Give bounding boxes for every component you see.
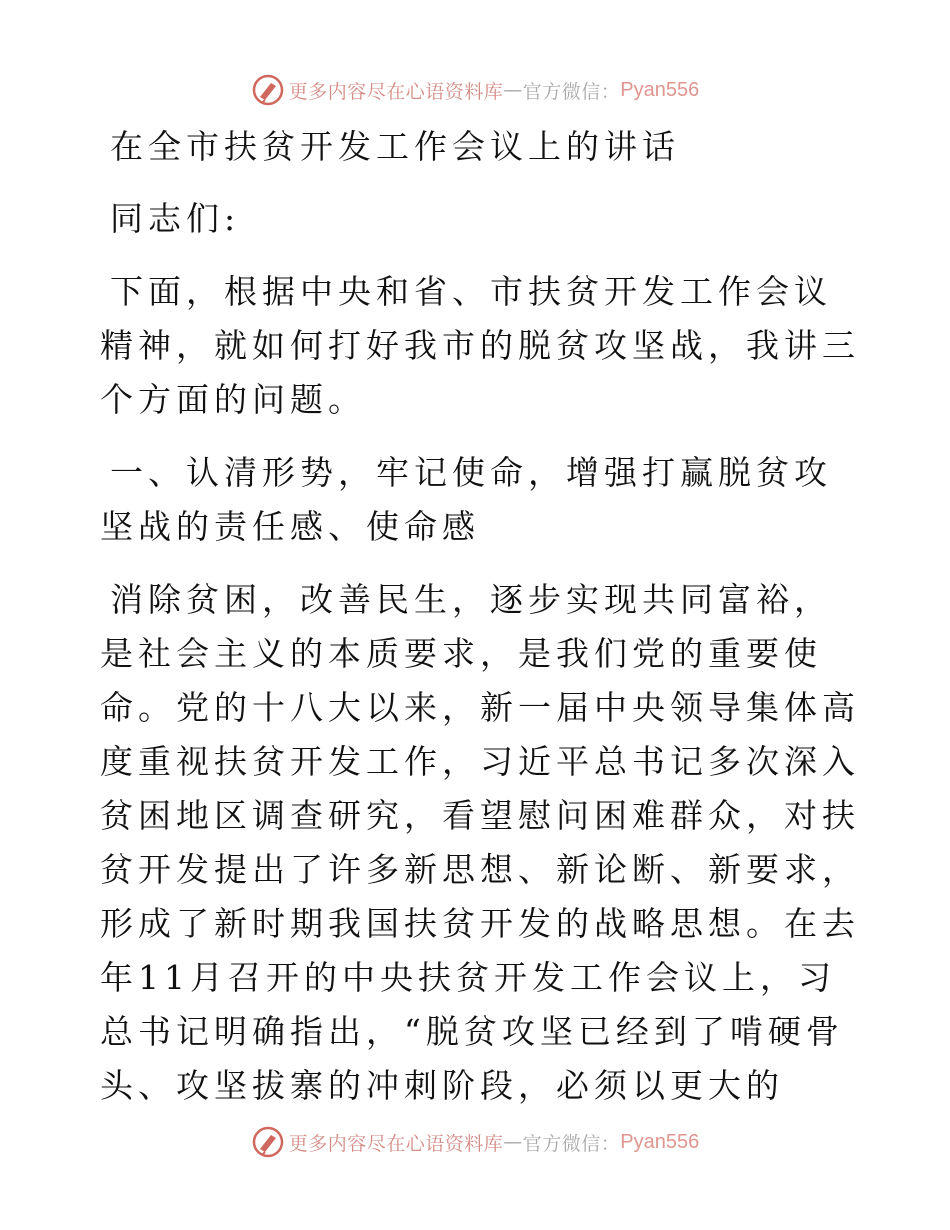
section-heading-1: 一、认清形势，牢记使命，增强打赢脱贫攻坚战的责任感、使命感 <box>100 453 832 546</box>
watermark-site-text: 更多内容尽在心语资料库 <box>288 80 504 103</box>
watermark-dash: — <box>503 1131 523 1153</box>
paragraph-intro: 下面，根据中央和省、市扶贫开发工作会议精神，就如何打好我市的脱贫攻坚战，我讲三个方面的问题。 <box>100 272 860 419</box>
watermark-wechat-id: Pyan556 <box>620 1130 700 1153</box>
watermark-wechat-label: 官方微信： <box>522 80 621 103</box>
footer-watermark-banner <box>0 1122 950 1162</box>
watermark-site-text: 更多内容尽在心语资料库 <box>288 1132 504 1155</box>
salutation: 同志们: <box>110 199 241 238</box>
watermark-wechat-label: 官方微信： <box>522 1132 621 1155</box>
pen-nib-seal-icon <box>251 73 285 107</box>
document-body <box>100 120 860 1132</box>
paragraph-body: 消除贫困，改善民生，逐步实现共同富裕，是社会主义的本质要求，是我们党的重要使命。党的十八大以来，新一届中央领导集体高度重视扶贫开发工作，习近平总书记多次深入贫困地区调查研究，看望慰问困难群众，对扶贫开发提出了许多新思想、新论断、新要求，形成了新时期我国扶贫开发的战略思想。在去年11月召开的中央扶贫开发工作会议上，习总书记明确指出，“脱贫攻坚已经到了啃硬骨头、攻坚拔寨的冲刺阶段，必须以更大的 <box>100 580 860 1105</box>
pen-nib-seal-icon <box>251 1125 285 1159</box>
watermark-dash: — <box>503 79 523 101</box>
header-watermark-banner <box>0 70 950 110</box>
watermark-wechat-id: Pyan556 <box>620 78 700 101</box>
document-title: 在全市扶贫开发工作会议上的讲话 <box>110 127 680 166</box>
